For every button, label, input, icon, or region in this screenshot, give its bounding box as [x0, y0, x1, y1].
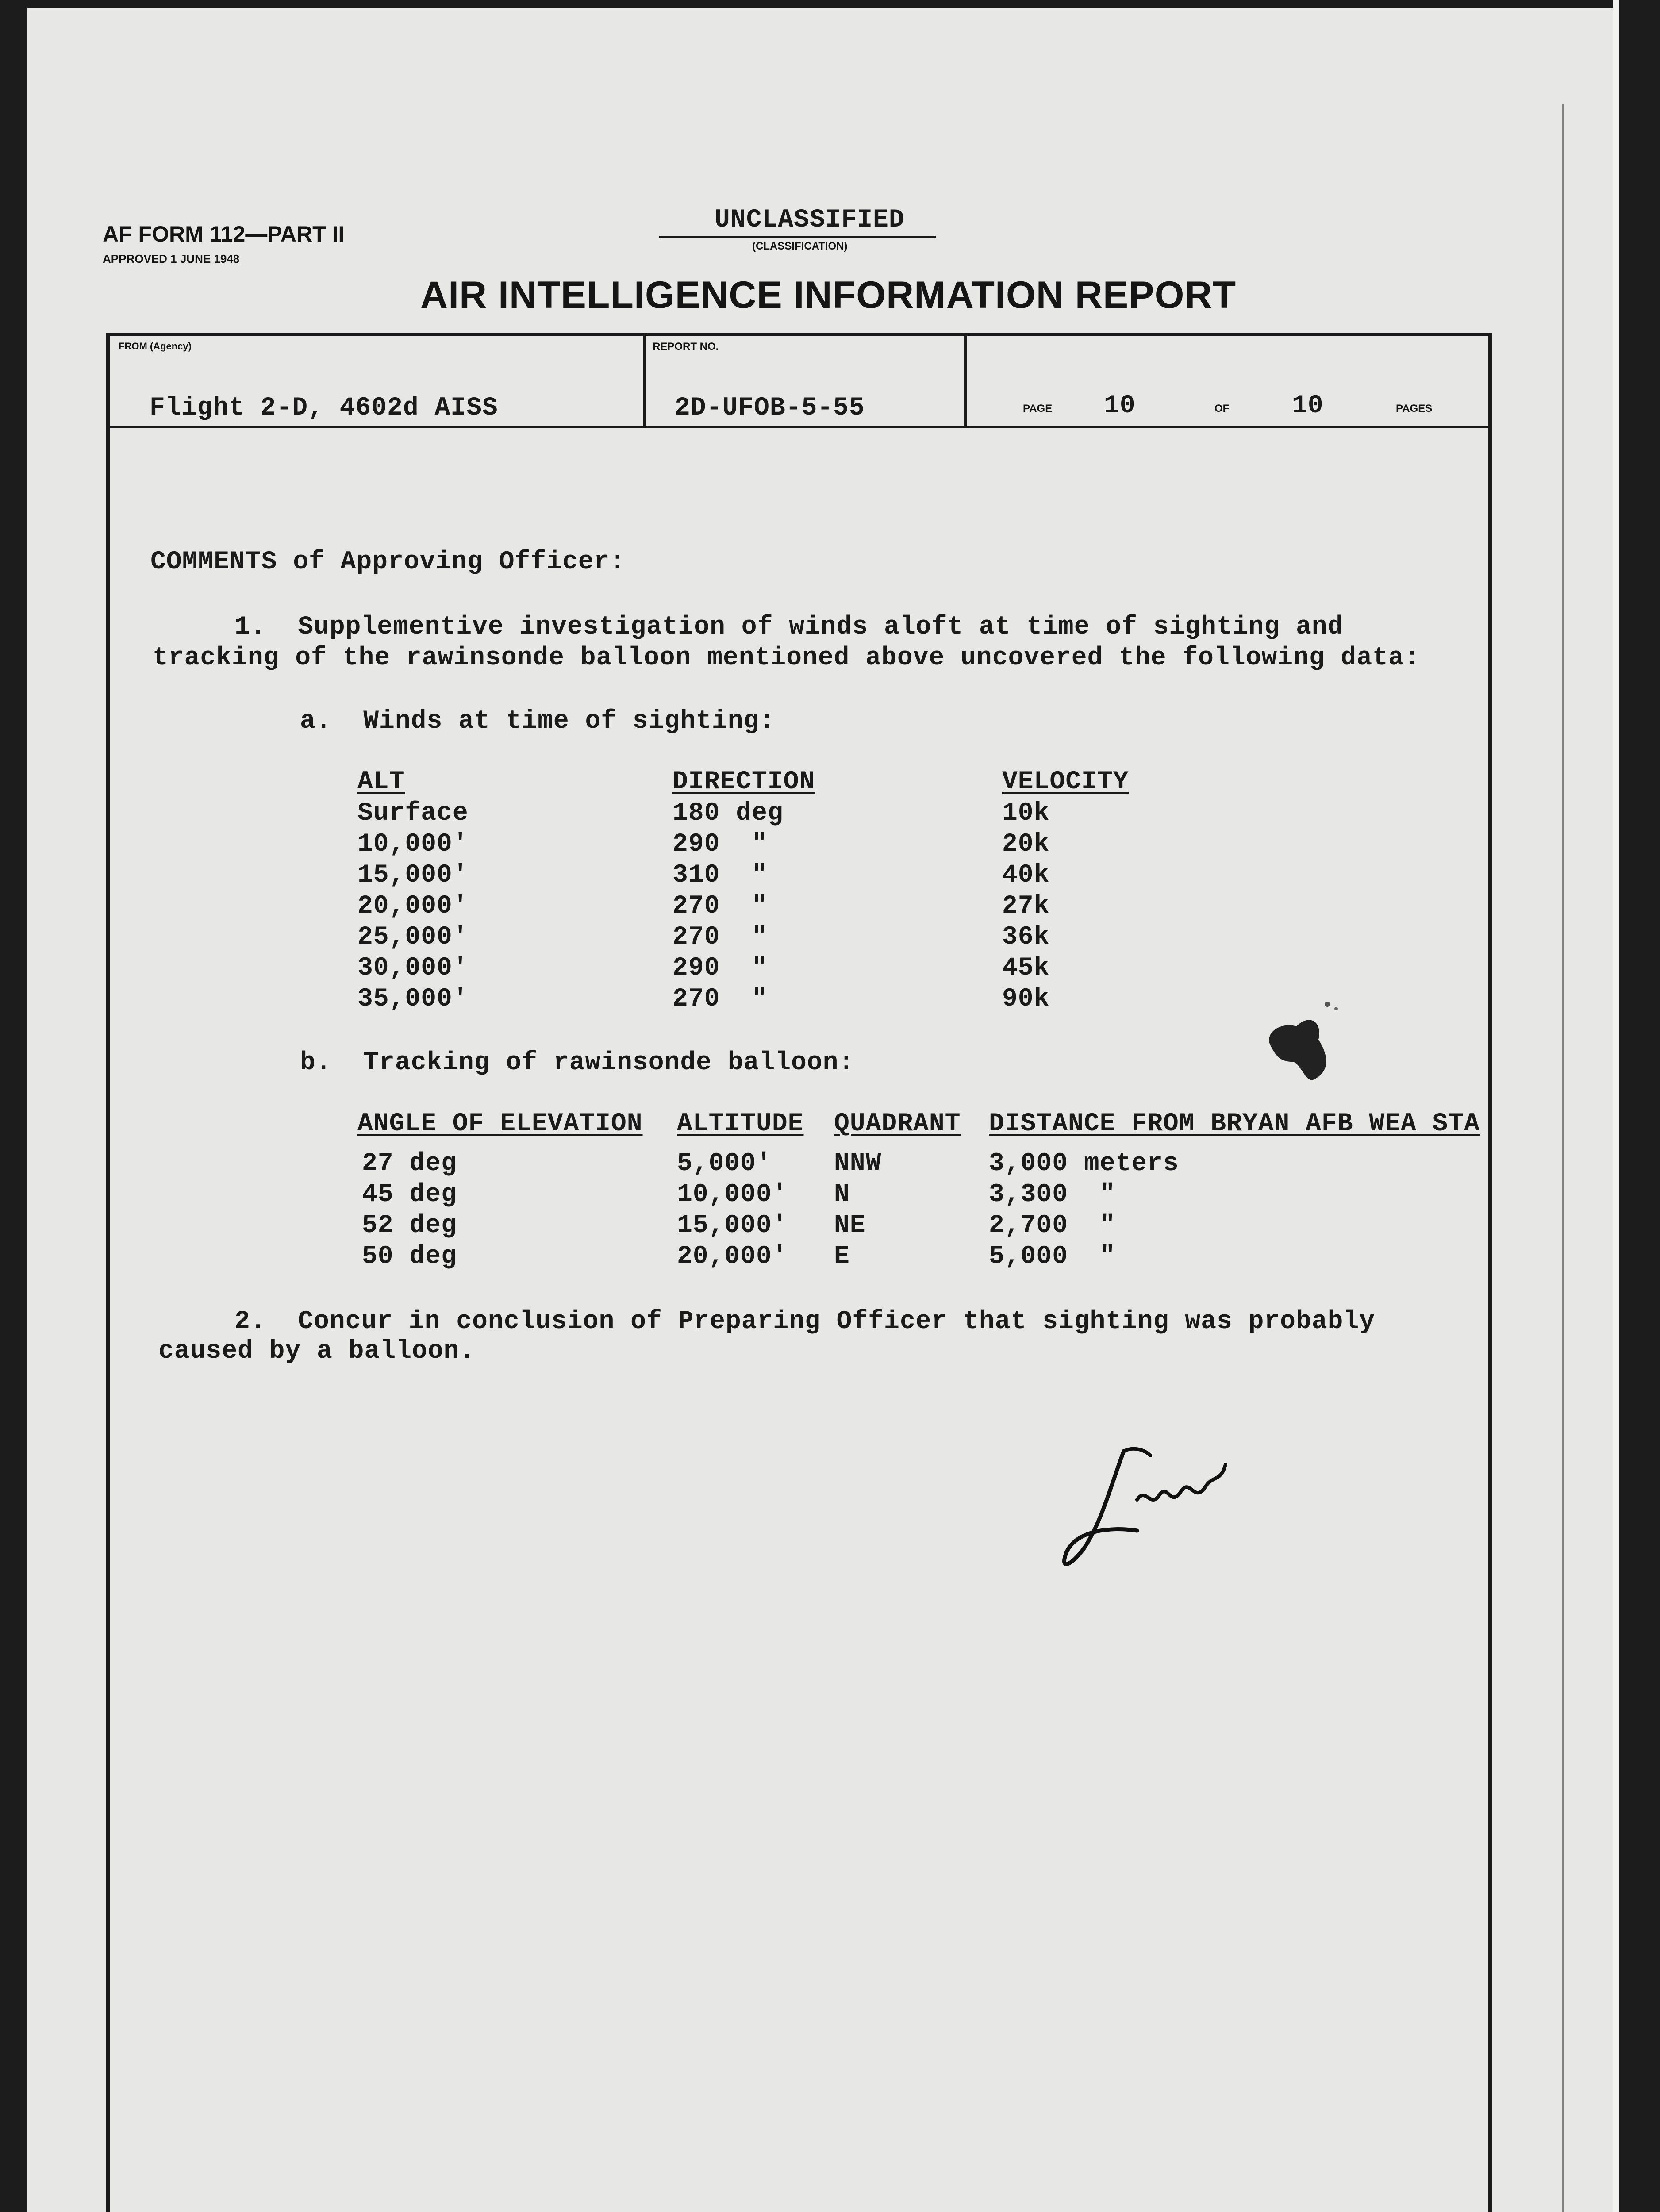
winds-header-alt: ALT — [357, 768, 405, 796]
winds-title: a. Winds at time of sighting: — [300, 707, 776, 736]
winds-row-velocity: 36k — [1002, 923, 1050, 952]
tracking-row-distance: 3,300 " — [989, 1180, 1116, 1209]
para1-line1: 1. Supplementive investigation of winds aloft at time of sighting and — [234, 613, 1344, 641]
winds-row-velocity: 27k — [1002, 892, 1050, 921]
scan-edge-line — [1562, 104, 1564, 2212]
classification-top: UNCLASSIFIED — [715, 206, 905, 234]
report-no-value: 2D-UFOB-5-55 — [675, 394, 865, 422]
winds-row-alt: 10,000' — [357, 830, 469, 859]
tracking-row-quadrant: NNW — [834, 1149, 882, 1178]
tracking-row-altitude: 10,000' — [677, 1180, 788, 1209]
winds-row-alt: Surface — [357, 799, 469, 828]
tracking-row-quadrant: N — [834, 1180, 850, 1209]
winds-row-direction: 270 " — [672, 923, 768, 952]
report-no-label: REPORT NO. — [653, 341, 719, 353]
approving-officer-signature — [1057, 1433, 1265, 1579]
classification-top-caption: (CLASSIFICATION) — [752, 240, 848, 252]
comments-heading: COMMENTS of Approving Officer: — [150, 548, 626, 576]
header-col-divider-1 — [643, 333, 646, 426]
winds-row-direction: 310 " — [672, 861, 768, 890]
tracking-row-angle: 52 deg — [362, 1211, 457, 1240]
classification-top-rule — [659, 236, 936, 238]
of-label: OF — [1214, 403, 1230, 415]
tracking-header-altitude: ALTITUDE — [677, 1110, 804, 1138]
tracking-row-angle: 50 deg — [362, 1242, 457, 1271]
winds-row-direction: 270 " — [672, 985, 768, 1014]
pages-label: PAGES — [1396, 403, 1433, 415]
tracking-header-distance: DISTANCE FROM BRYAN AFB WEA STA — [989, 1110, 1480, 1138]
winds-header-velocity: VELOCITY — [1002, 768, 1129, 796]
tracking-row-distance: 3,000 meters — [989, 1149, 1179, 1178]
tracking-row-distance: 2,700 " — [989, 1211, 1116, 1240]
winds-row-direction: 270 " — [672, 892, 768, 921]
tracking-row-altitude: 20,000' — [677, 1242, 788, 1271]
para2-line2: caused by a balloon. — [158, 1337, 476, 1366]
header-col-divider-2 — [964, 333, 967, 426]
winds-row-direction: 290 " — [672, 830, 768, 859]
header-divider — [106, 426, 1491, 428]
winds-header-direction: DIRECTION — [672, 768, 815, 796]
tracking-header-quadrant: QUADRANT — [834, 1110, 961, 1138]
winds-row-alt: 30,000' — [357, 954, 469, 983]
winds-row-alt: 25,000' — [357, 923, 469, 952]
winds-row-alt: 35,000' — [357, 985, 469, 1014]
frame-right — [1488, 333, 1492, 2212]
report-title: AIR INTELLIGENCE INFORMATION REPORT — [420, 274, 1237, 316]
from-value: Flight 2-D, 4602d AISS — [150, 394, 498, 422]
tracking-title: b. Tracking of rawinsonde balloon: — [300, 1048, 855, 1077]
winds-row-direction: 290 " — [672, 954, 768, 983]
tracking-header-angle: ANGLE OF ELEVATION — [357, 1110, 643, 1138]
tracking-row-quadrant: NE — [834, 1211, 866, 1240]
winds-row-velocity: 45k — [1002, 954, 1050, 983]
winds-row-velocity: 10k — [1002, 799, 1050, 828]
winds-row-alt: 20,000' — [357, 892, 469, 921]
tracking-row-altitude: 5,000' — [677, 1149, 772, 1178]
tracking-row-distance: 5,000 " — [989, 1242, 1116, 1271]
winds-row-alt: 15,000' — [357, 861, 469, 890]
page-label: PAGE — [1023, 403, 1053, 415]
page-number: 10 — [1104, 392, 1136, 420]
form-id: AF FORM 112—PART II — [103, 222, 345, 246]
winds-row-velocity: 20k — [1002, 830, 1050, 859]
tracking-row-altitude: 15,000' — [677, 1211, 788, 1240]
ink-stain — [1261, 995, 1349, 1093]
frame-top — [106, 333, 1491, 336]
para2-line1: 2. Concur in conclusion of Preparing Officer that sighting was probably — [234, 1307, 1376, 1336]
from-label: FROM (Agency) — [119, 341, 192, 352]
frame-left — [106, 333, 110, 2212]
winds-row-velocity: 40k — [1002, 861, 1050, 890]
tracking-row-angle: 45 deg — [362, 1180, 457, 1209]
winds-row-direction: 180 deg — [672, 799, 784, 828]
total-pages: 10 — [1292, 392, 1324, 420]
tracking-row-angle: 27 deg — [362, 1149, 457, 1178]
form-approved-date: APPROVED 1 JUNE 1948 — [103, 252, 240, 265]
winds-row-velocity: 90k — [1002, 985, 1050, 1014]
para1-line2: tracking of the rawinsonde balloon mentioned above uncovered the following data: — [153, 644, 1420, 672]
page-edge — [1613, 0, 1619, 2212]
tracking-row-quadrant: E — [834, 1242, 850, 1271]
